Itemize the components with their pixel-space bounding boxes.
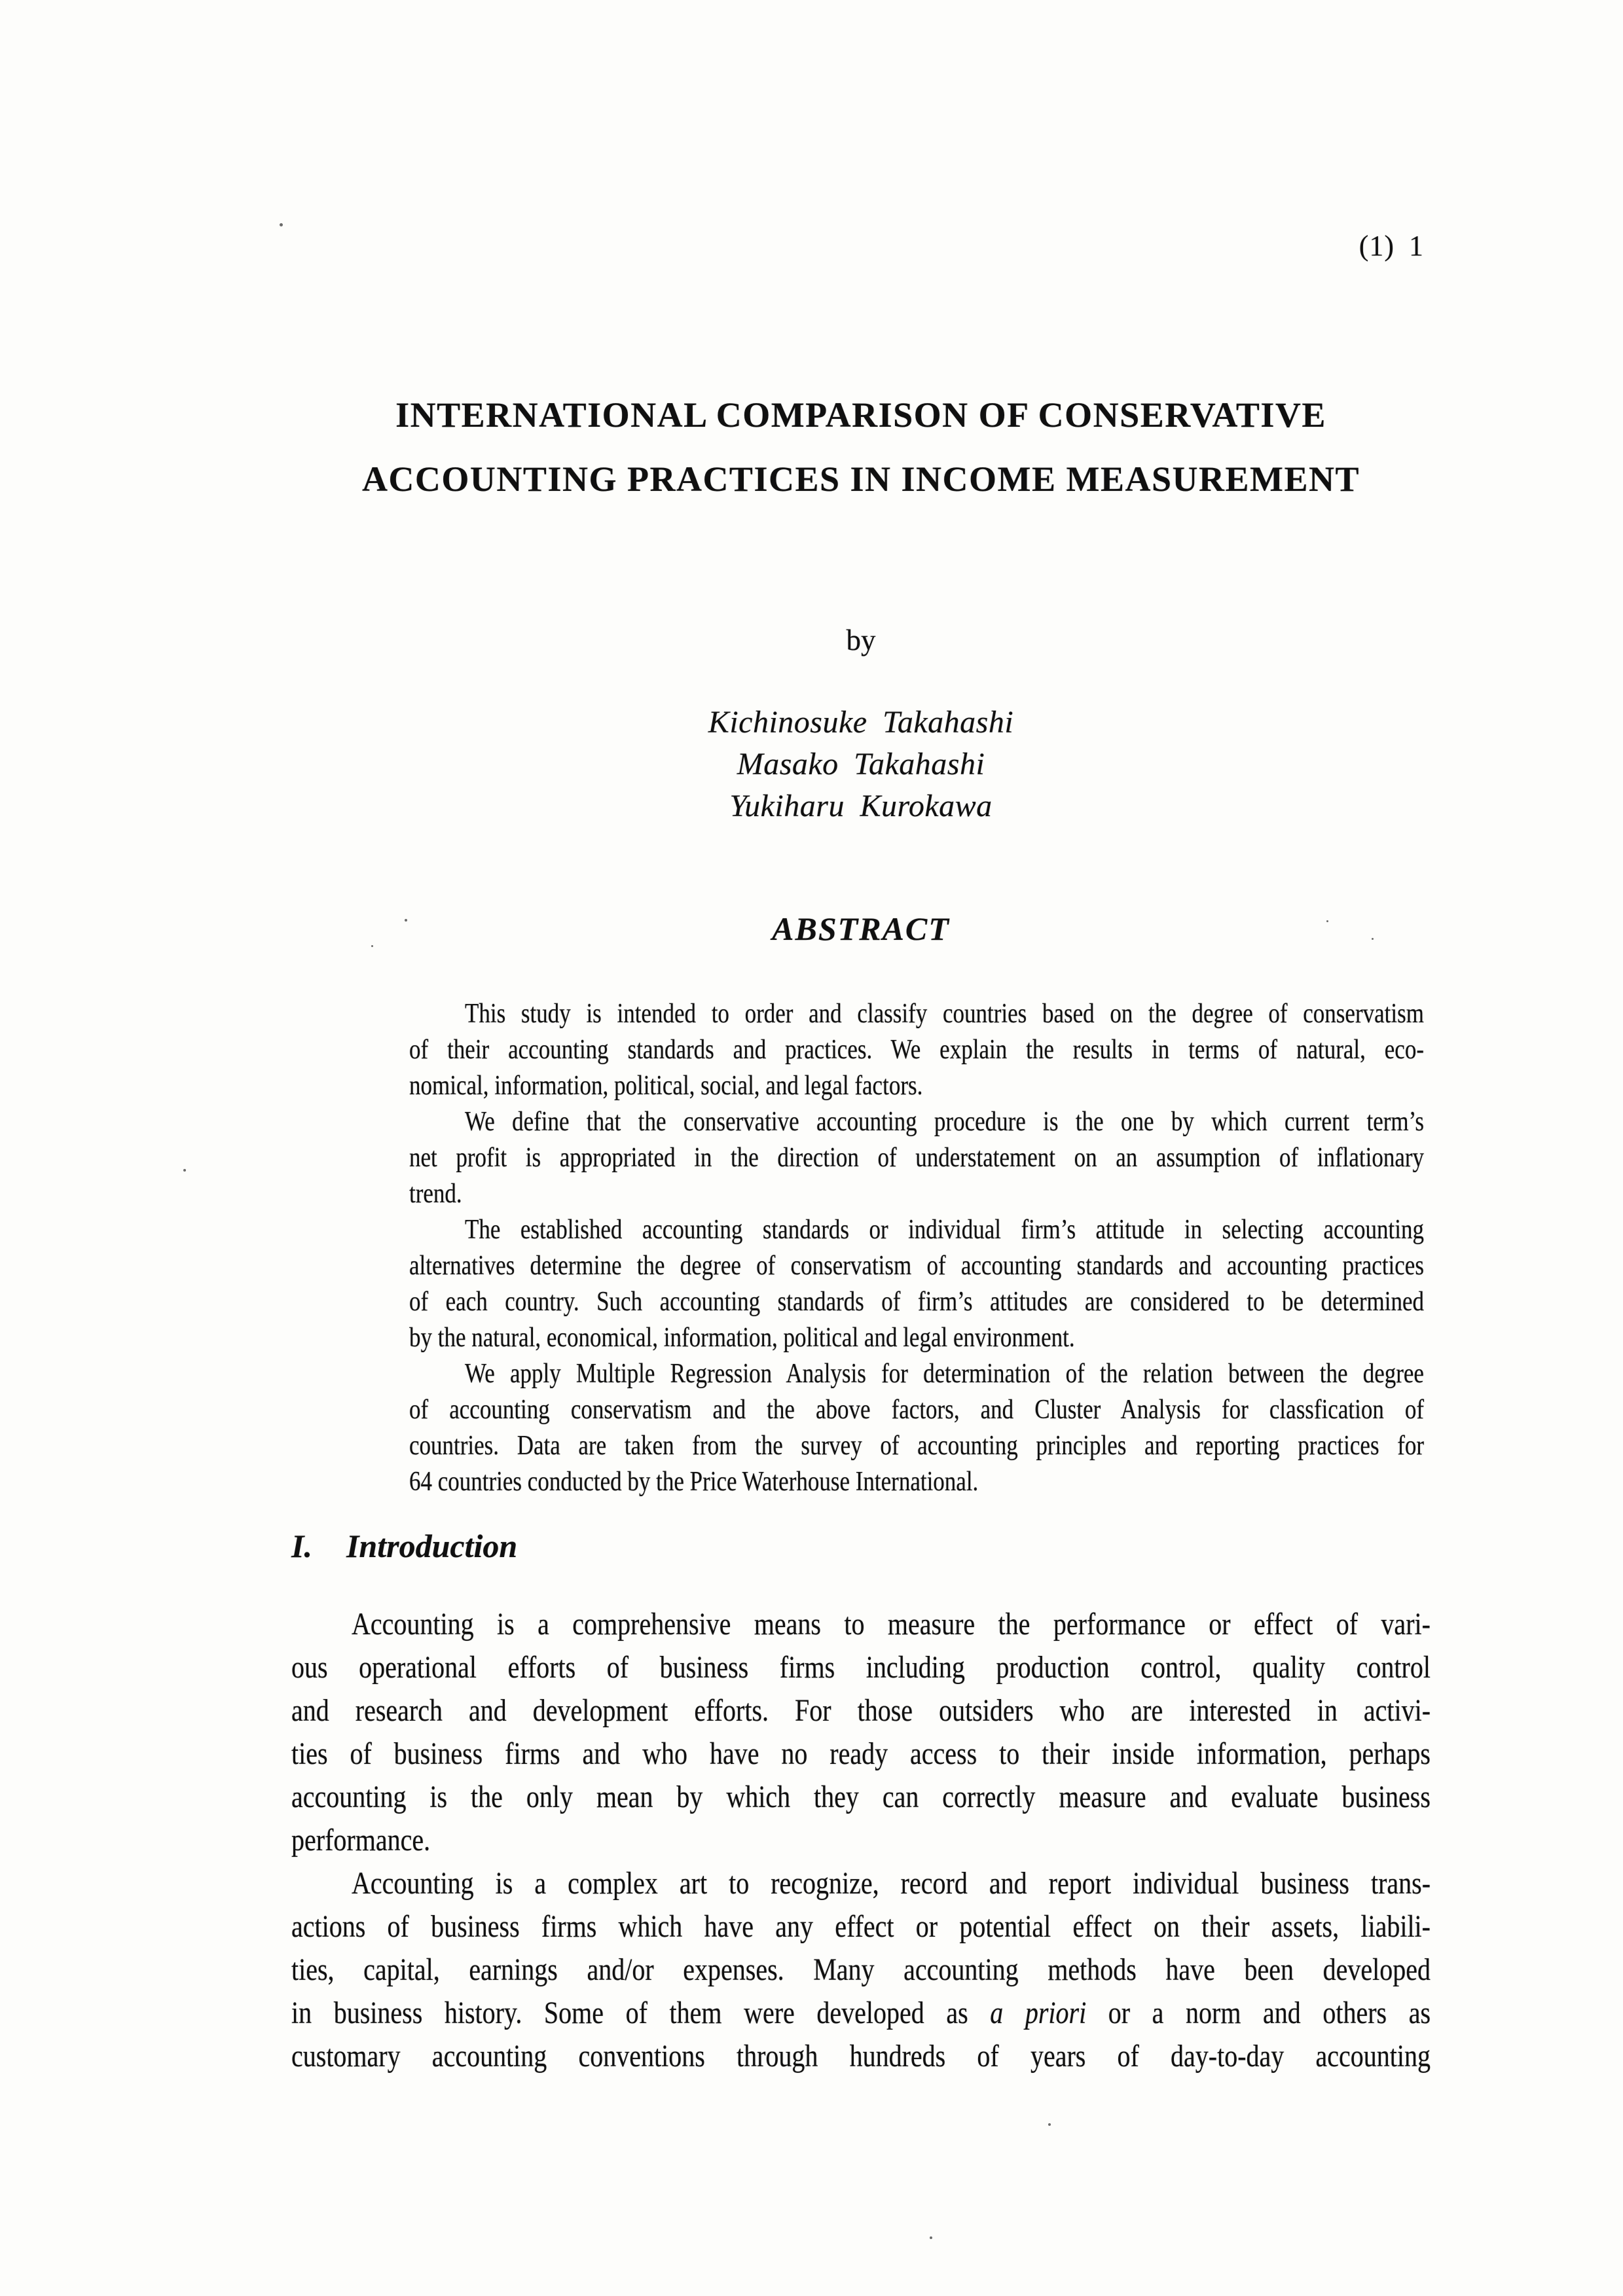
text-line: in business history. Some of them were developed as a priori or a norm and others as [291, 1994, 1431, 2030]
text-line: of accounting conservatism and the above factors, and Cluster Analysis for classfication of [409, 1394, 1425, 1425]
section-number: I. [291, 1528, 312, 1564]
abstract-heading: ABSTRACT [772, 910, 950, 947]
paper-title-line-1: INTERNATIONAL COMPARISON OF CONSERVATIVE [395, 395, 1326, 435]
text-line: nomical, information, political, social, and legal factors. [409, 1070, 923, 1101]
text-line: by the natural, economical, information, political and legal environment. [409, 1322, 1075, 1353]
text-line: accounting is the only mean by which they can correctly measure and evaluate business [291, 1778, 1431, 1814]
section-heading [291, 1527, 1431, 1565]
text-line: performance. [291, 1821, 431, 1857]
scan-speck [183, 1169, 186, 1172]
text-line: actions of business firms which have any effect or potential effect on their assets, liabili- [291, 1908, 1431, 1944]
author-name: Yukiharu Kurokawa [729, 789, 993, 823]
text-line: We apply Multiple Regression Analysis for determination of the relation between the degree [465, 1358, 1424, 1389]
text-line: alternatives determine the degree of conservatism of accounting standards and accounting practices [409, 1250, 1424, 1281]
scan-speck [930, 2236, 932, 2239]
author-list [291, 702, 1431, 827]
abstract-body [409, 997, 1424, 1501]
paper-title-line-2: ACCOUNTING PRACTICES IN INCOME MEASUREMENT [361, 459, 1360, 499]
author-name: Masako Takahashi [737, 747, 985, 781]
text-line: of each country. Such accounting standards of firm’s attitudes are considered to be determined [409, 1286, 1424, 1317]
introduction-text [291, 1605, 1431, 2080]
text-line: 64 countries conducted by the Price Waterhouse International. [409, 1466, 979, 1497]
text-line: ties of business firms and who have no ready access to their inside information, perhaps [291, 1735, 1431, 1771]
text-line: Accounting is a comprehensive means to measure the performance or effect of vari- [352, 1605, 1431, 1641]
author-name: Kichinosuke Takahashi [708, 705, 1014, 740]
text-line: trend. [409, 1178, 462, 1209]
scan-speck [280, 223, 283, 226]
byline: by [846, 624, 876, 656]
page-number: (1) 1 [1359, 230, 1424, 262]
text-line: We define that the conservative accounting procedure is the one by which current term’s [465, 1106, 1424, 1137]
text-line: ous operational efforts of business firms including production control, quality control [291, 1649, 1431, 1685]
text-line: This study is intended to order and classify countries based on the degree of conservatism [465, 998, 1424, 1029]
text-line: The established accounting standards or individual firm’s attitude in selecting accounting [465, 1214, 1425, 1245]
section-title: Introduction [346, 1528, 518, 1564]
text-line: and research and development efforts. For those outsiders who are interested in activi- [291, 1692, 1431, 1728]
scan-speck [1048, 2123, 1051, 2126]
text-line: countries. Data are taken from the survey of accounting principles and reporting practices for [409, 1430, 1425, 1461]
text-line: of their accounting standards and practices. We explain the results in terms of natural, eco- [409, 1034, 1424, 1065]
text-line: net profit is appropriated in the direction of understatement on an assumption of inflationary [409, 1142, 1425, 1173]
paper-title [291, 383, 1431, 511]
text-line: ties, capital, earnings and/or expenses. Many accounting methods have been developed [291, 1951, 1431, 1987]
text-line: Accounting is a complex art to recognize, record and report individual business trans- [352, 1865, 1431, 1901]
text-line: customary accounting conventions through hundreds of years of day-to-day accounting [291, 2037, 1431, 2073]
